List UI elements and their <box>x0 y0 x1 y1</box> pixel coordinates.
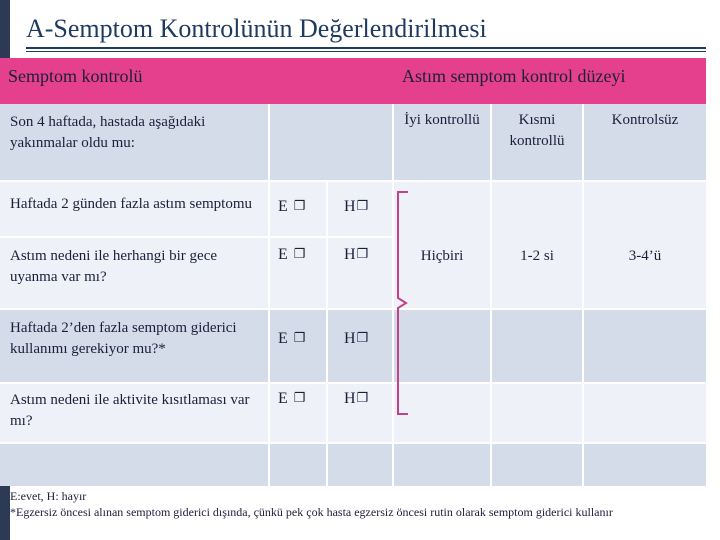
question-night-waking: Astım nedeni ile herhangi bir gece uyanma var mı? <box>10 248 218 285</box>
checkbox-icon[interactable]: ❒ <box>293 246 306 261</box>
yes-label: E <box>278 390 288 407</box>
grid-col-4 <box>490 104 492 486</box>
checkbox-icon[interactable]: ❒ <box>356 198 369 213</box>
grid-row-1 <box>0 180 706 182</box>
grid-col-2 <box>326 180 328 486</box>
header-control-level: Astım semptom kontrol düzeyi <box>402 66 626 86</box>
footnote-note: *Egzersiz öncesi alınan semptom giderici dışında, çünkü pek çok hasta egzersiz öncesi rutin olarak semptom giderici kullanır <box>10 505 613 519</box>
level-uncontrolled: Kontrolsüz <box>611 112 679 128</box>
yes-label: E <box>278 198 288 215</box>
question-reliever-use: Haftada 2’den fazla semptom giderici kullanımı gerekiyor mu?* <box>10 320 237 357</box>
grid-row-2 <box>0 236 392 238</box>
no-label: H <box>344 390 356 407</box>
no-option-3[interactable] <box>344 330 368 348</box>
yes-option-1[interactable] <box>278 198 305 216</box>
checkbox-icon[interactable]: ❒ <box>293 390 306 405</box>
no-option-4[interactable] <box>344 390 368 408</box>
grid-row-3 <box>0 308 706 310</box>
grid-col-1 <box>268 104 270 486</box>
footnote <box>10 488 700 520</box>
no-label: H <box>344 246 356 263</box>
checkbox-icon[interactable]: ❒ <box>356 330 369 345</box>
grid-row-5 <box>0 442 706 444</box>
question-activity-limitation: Astım nedeni ile aktivite kısıtlaması var mı? <box>10 392 250 429</box>
title-underline-thin <box>26 51 706 52</box>
page-title: A-Semptom Kontrolünün Değerlendirilmesi <box>26 14 487 43</box>
yes-option-2[interactable] <box>278 246 305 264</box>
checkbox-icon[interactable]: ❒ <box>293 330 306 345</box>
yes-option-3[interactable] <box>278 330 305 348</box>
table-header <box>0 58 706 104</box>
grid-col-5 <box>582 104 584 486</box>
checkbox-icon[interactable]: ❒ <box>356 390 369 405</box>
row-band-4 <box>0 442 706 486</box>
curly-bracket-icon <box>386 190 416 420</box>
value-uncontrolled: 3-4’ü <box>628 248 662 264</box>
no-option-1[interactable] <box>344 198 368 216</box>
no-option-2[interactable] <box>344 246 368 264</box>
question-daytime-symptoms: Haftada 2 günden fazla astım semptomu <box>10 196 253 212</box>
grid-row-4 <box>0 382 706 384</box>
title-underline <box>26 47 706 49</box>
value-partly-controlled: 1-2 si <box>520 248 554 264</box>
no-label: H <box>344 198 356 215</box>
level-partly-controlled: Kısmi kontrollü <box>509 112 565 149</box>
level-well-controlled: İyi kontrollü <box>404 112 480 128</box>
yes-label: E <box>278 330 288 347</box>
footnote-legend: E:evet, H: hayır <box>10 489 87 503</box>
value-well-controlled: Hiçbiri <box>420 248 464 264</box>
intro-question: Son 4 haftada, hastada aşağıdaki yakınmalar oldu mu: <box>10 114 206 151</box>
yes-label: E <box>278 246 288 263</box>
checkbox-icon[interactable]: ❒ <box>356 246 369 261</box>
no-label: H <box>344 330 356 347</box>
yes-option-4[interactable] <box>278 390 305 408</box>
checkbox-icon[interactable]: ❒ <box>293 198 306 213</box>
header-symptom-control: Semptom kontrolü <box>8 66 143 86</box>
